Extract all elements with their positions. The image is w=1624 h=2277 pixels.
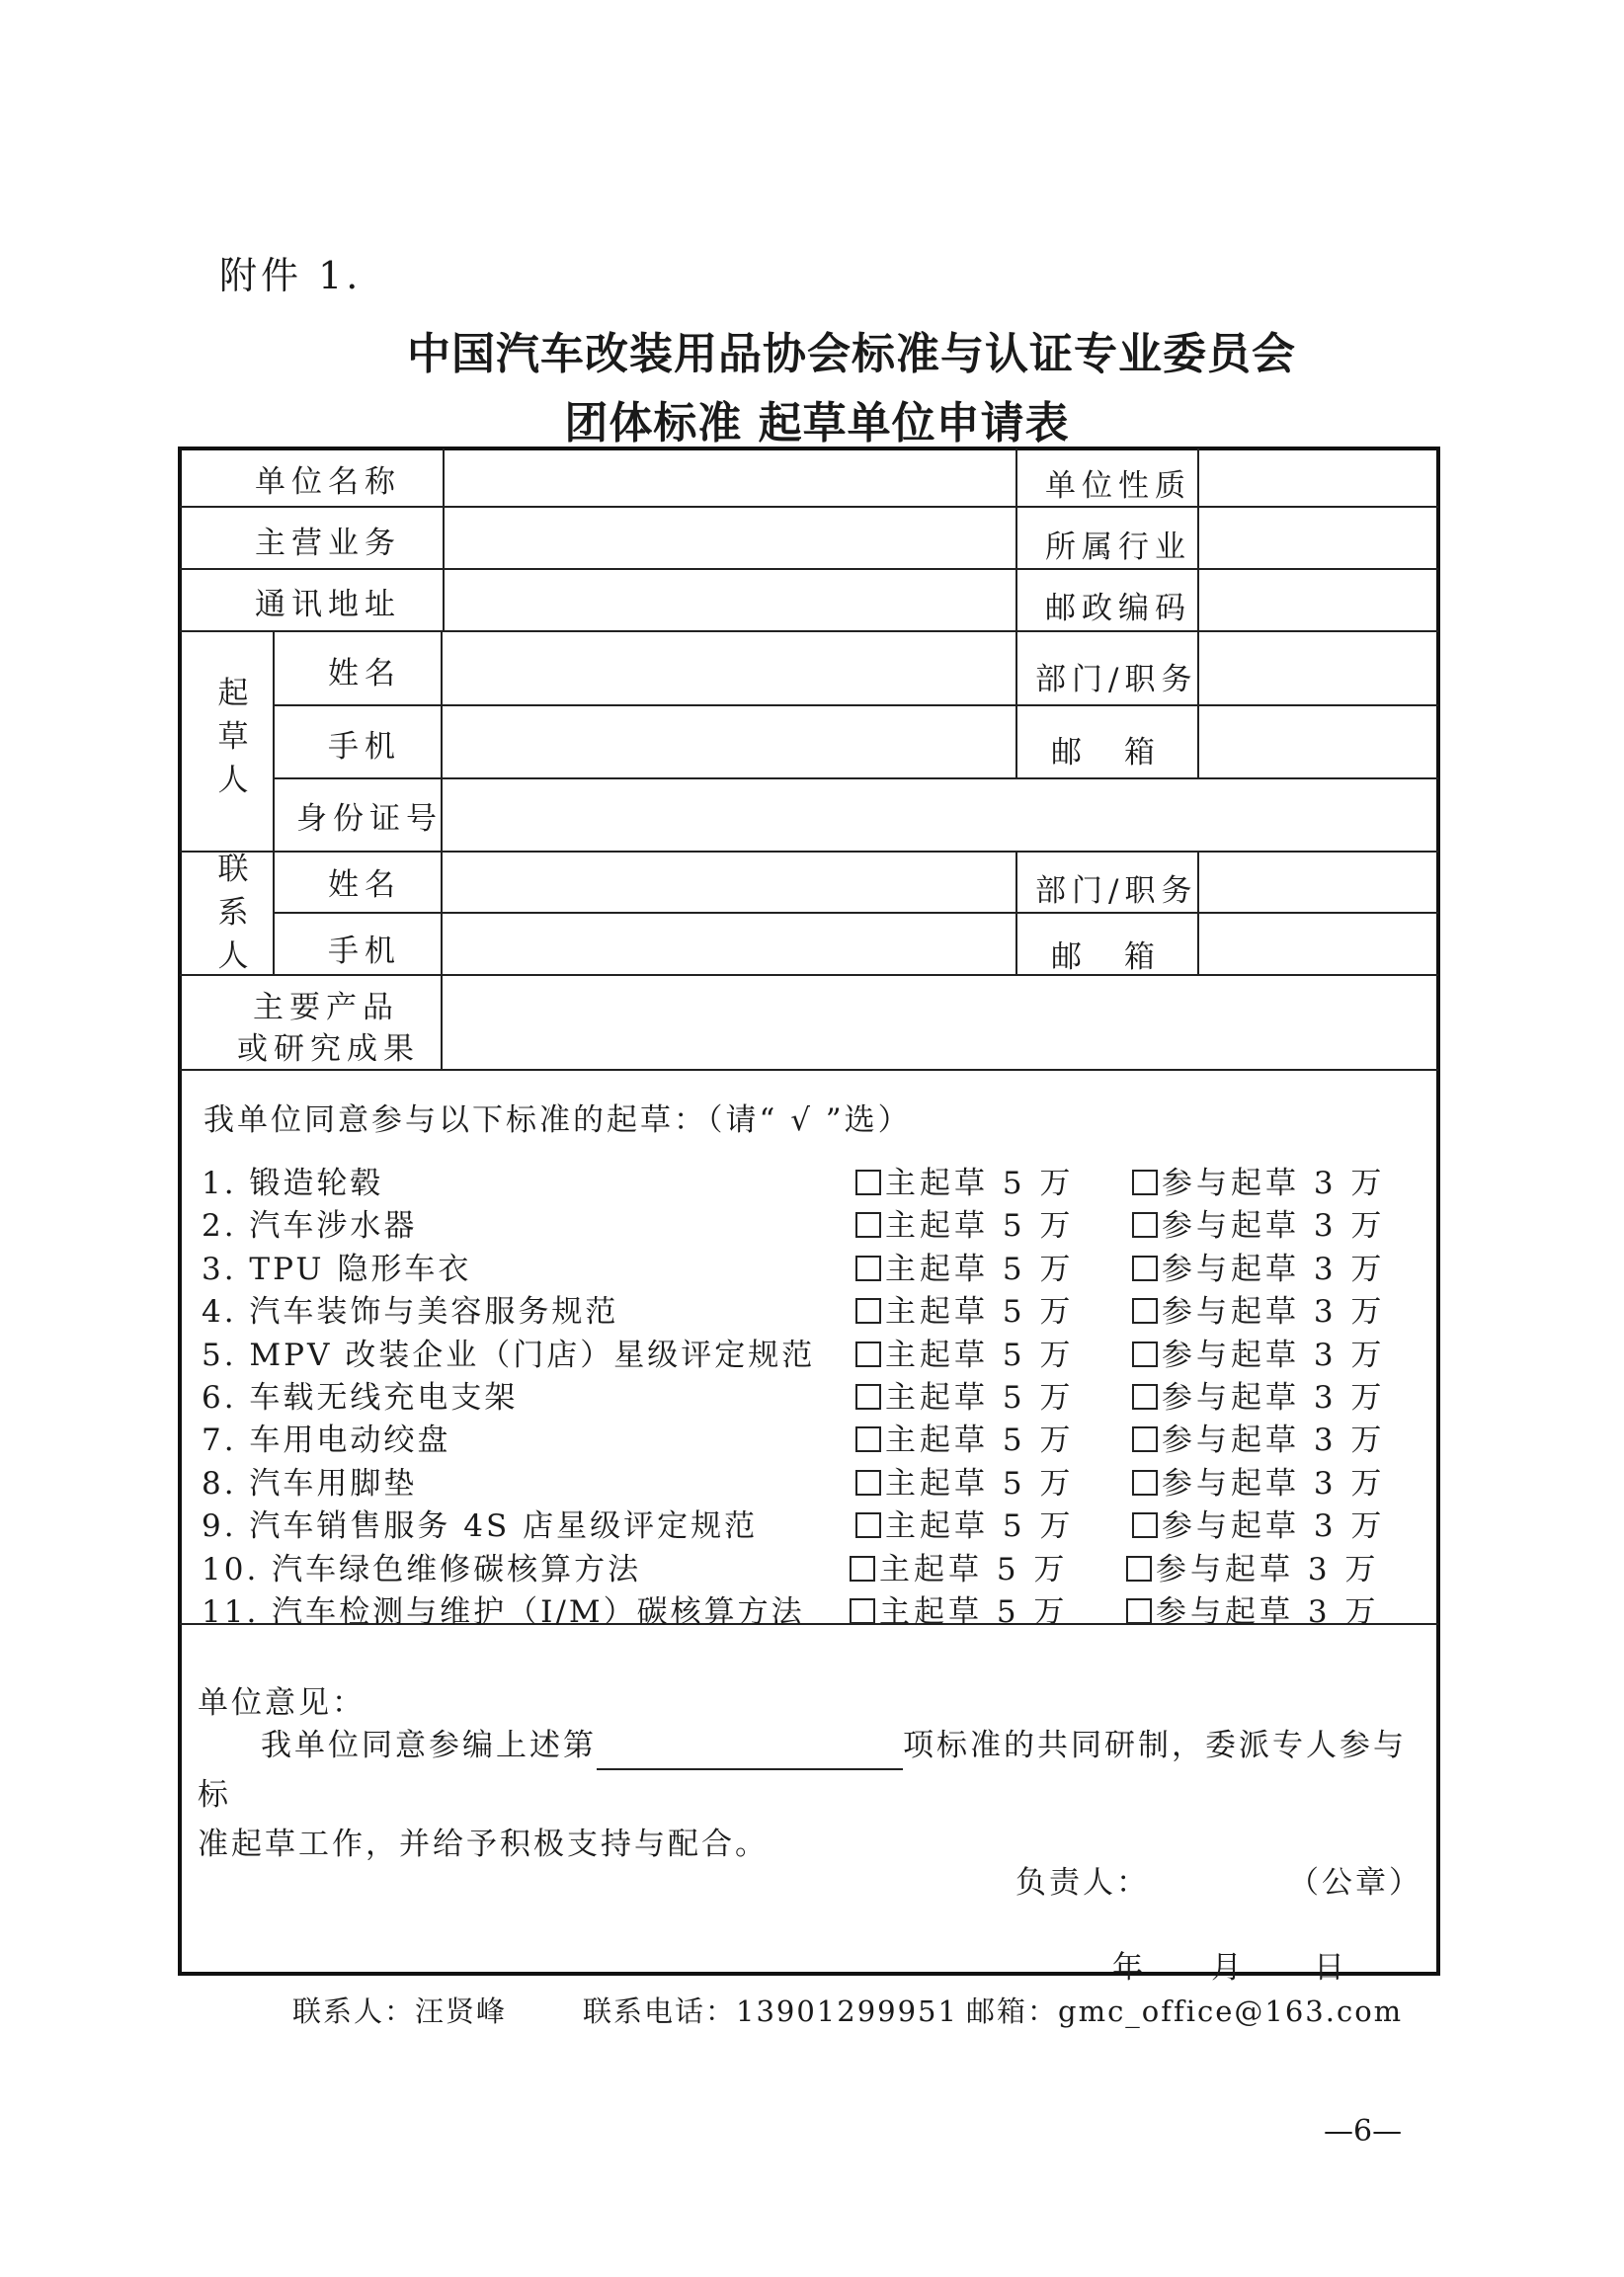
col-divider [273,630,275,974]
option-main-drafter[interactable] [850,1544,1068,1588]
option-main-label: 主起草 5 万 [879,1594,1069,1630]
option-main-drafter[interactable] [855,1501,1074,1545]
option-main-label: 主起草 5 万 [885,1166,1075,1201]
document-title: 中国汽车改装用品协会标准与认证专业委员会 [407,329,1296,379]
checkbox-participate[interactable] [1132,1470,1158,1496]
option-participate[interactable] [1132,1501,1385,1545]
document-subtitle: 团体标准 起草单位申请表 [564,398,1070,448]
row-divider [180,1069,1438,1071]
drafter-group-label [213,672,253,802]
row-divider [273,912,1438,914]
label-postal-code: 邮政编码 [1045,591,1191,626]
checkbox-participate[interactable] [1132,1256,1158,1281]
checkbox-main-drafter[interactable] [855,1212,881,1238]
responsible-label: 负责人： [1015,1865,1150,1901]
standard-item: 10. 汽车绿色维修碳核算方法 [202,1551,642,1587]
checkbox-main-drafter[interactable] [855,1170,881,1195]
checkbox-main-drafter[interactable] [850,1598,875,1624]
opinion-text-line2: 准起草工作，并给予积极支持与配合。 [198,1827,769,1862]
checkbox-participate[interactable] [1132,1384,1158,1410]
footer-email: 邮箱：gmc_office@163.com [966,1994,1404,2028]
row-divider [180,974,1438,976]
checkbox-participate[interactable] [1132,1170,1158,1195]
checkbox-main-drafter[interactable] [855,1298,881,1324]
option-participate[interactable] [1126,1544,1379,1588]
seal-label: （公章） [1288,1865,1422,1901]
checkbox-participate[interactable] [1126,1598,1152,1624]
option-participate[interactable] [1126,1586,1379,1631]
contact-group-label [213,848,253,978]
label-contact-name: 姓名 [328,867,401,903]
row-divider [180,568,1438,570]
label-contact-dept: 部门/职务 [1035,873,1198,909]
col-divider [1015,851,1017,974]
standard-item: 2. 汽车涉水器 [202,1208,418,1245]
label-contact-email: 邮 箱 [1051,939,1161,975]
row-divider [180,851,1438,853]
standard-item: 4. 汽车装饰与美容服务规范 [202,1294,619,1331]
row-divider [273,704,1438,706]
checkbox-participate[interactable] [1126,1556,1152,1582]
option-main-label: 主起草 5 万 [885,1508,1075,1545]
standard-item: 1. 锻造轮毂 [202,1166,384,1201]
standard-item: 11. 汽车检测与维护（I/M）碳核算方法 [202,1594,805,1630]
page-number: —6— [1324,2114,1403,2149]
option-main-drafter[interactable] [850,1586,1068,1631]
standard-item: 7. 车用电动绞盘 [202,1423,451,1459]
opinion-text-before: 我单位同意参编上述第 [261,1728,597,1763]
option-main-label: 主起草 5 万 [885,1380,1075,1416]
label-research: 或研究成果 [237,1031,420,1067]
option-main-label: 主起草 5 万 [885,1208,1075,1245]
contact-group-text: 联系人 [217,852,249,974]
checkbox-participate[interactable] [1132,1212,1158,1238]
checkbox-main-drafter[interactable] [855,1342,881,1367]
option-main-drafter[interactable] [855,1286,1074,1331]
option-participate-label: 参与起草 3 万 [1156,1551,1380,1587]
option-participate[interactable] [1132,1372,1385,1417]
label-unit-name: 单位名称 [255,464,401,500]
option-participate-label: 参与起草 3 万 [1162,1508,1386,1545]
label-drafter-mobile: 手机 [328,729,401,765]
row-divider [273,777,1438,779]
col-divider [1197,448,1199,630]
label-products: 主要产品 [253,990,399,1025]
checkbox-participate[interactable] [1132,1342,1158,1367]
option-participate-label: 参与起草 3 万 [1162,1337,1386,1373]
checkbox-main-drafter[interactable] [855,1256,881,1281]
option-participate-label: 参与起草 3 万 [1162,1208,1386,1245]
option-main-drafter[interactable] [855,1200,1074,1245]
standard-item: 5. MPV 改装企业（门店）星级评定规范 [202,1337,816,1373]
option-main-drafter[interactable] [855,1158,1074,1202]
label-contact-mobile: 手机 [328,934,401,969]
option-participate[interactable] [1132,1244,1385,1288]
standard-item: 3. TPU 隐形车衣 [202,1251,472,1287]
option-participate[interactable] [1132,1415,1385,1459]
label-main-business: 主营业务 [255,526,401,561]
label-id-number: 身份证号 [296,801,443,837]
option-participate-label: 参与起草 3 万 [1162,1465,1386,1502]
option-participate[interactable] [1132,1458,1385,1503]
option-participate-label: 参与起草 3 万 [1162,1380,1386,1416]
date-month: 月 [1211,1950,1244,1986]
checkbox-main-drafter[interactable] [855,1384,881,1410]
opinion-label: 单位意见： [198,1685,365,1721]
label-drafter-email: 邮 箱 [1051,735,1161,771]
option-participate-label: 参与起草 3 万 [1162,1294,1386,1331]
standard-item: 9. 汽车销售服务 4S 店星级评定规范 [202,1508,759,1545]
checkbox-main-drafter[interactable] [855,1512,881,1538]
row-divider [180,630,1438,632]
col-divider [1197,630,1199,777]
option-main-label: 主起草 5 万 [879,1551,1069,1587]
checkbox-participate[interactable] [1132,1426,1158,1452]
standard-number-blank[interactable] [597,1735,903,1770]
option-main-drafter[interactable] [855,1330,1074,1374]
option-participate-label: 参与起草 3 万 [1162,1251,1386,1287]
checkbox-participate[interactable] [1132,1512,1158,1538]
option-main-label: 主起草 5 万 [885,1465,1075,1502]
date-day: 日 [1314,1950,1346,1986]
option-participate[interactable] [1132,1330,1385,1374]
option-main-drafter[interactable] [855,1372,1074,1417]
col-divider [443,448,445,630]
label-industry: 所属行业 [1045,529,1191,565]
date-year: 年 [1112,1950,1145,1986]
standards-intro: 我单位同意参与以下标准的起草：（请“ √ ”选） [203,1102,912,1138]
option-main-label: 主起草 5 万 [885,1423,1075,1459]
col-divider [441,630,443,1069]
option-main-label: 主起草 5 万 [885,1251,1075,1287]
checkbox-main-drafter[interactable] [855,1470,881,1496]
checkbox-main-drafter[interactable] [855,1426,881,1452]
label-drafter-name: 姓名 [328,656,401,691]
col-divider [1015,448,1017,630]
standard-item: 6. 车载无线充电支架 [202,1380,519,1416]
attachment-label: 附件 1. [219,254,363,297]
footer-phone: 联系电话：13901299951 [583,1994,958,2028]
label-address: 通讯地址 [255,587,401,622]
option-participate[interactable] [1132,1200,1385,1245]
footer-contact: 联系人：汪贤峰 [292,1994,508,2028]
option-main-label: 主起草 5 万 [885,1337,1075,1373]
checkbox-main-drafter[interactable] [850,1556,875,1582]
checkbox-participate[interactable] [1132,1298,1158,1324]
option-participate[interactable] [1132,1158,1385,1202]
option-main-label: 主起草 5 万 [885,1294,1075,1331]
option-main-drafter[interactable] [855,1415,1074,1459]
option-main-drafter[interactable] [855,1458,1074,1503]
opinion-text [198,1721,1422,1869]
option-participate-label: 参与起草 3 万 [1162,1423,1386,1459]
label-unit-nature: 单位性质 [1045,468,1191,504]
opinion-text-after: 项标准的共同研制，委派专人参与标 [198,1728,1407,1813]
option-participate-label: 参与起草 3 万 [1162,1166,1386,1201]
option-main-drafter[interactable] [855,1244,1074,1288]
option-participate[interactable] [1132,1286,1385,1331]
col-divider [1015,630,1017,777]
label-drafter-dept: 部门/职务 [1035,662,1198,697]
drafter-group-text: 起草人 [217,676,249,798]
option-participate-label: 参与起草 3 万 [1156,1594,1380,1630]
standard-item: 8. 汽车用脚垫 [202,1465,418,1502]
row-divider [180,506,1438,508]
